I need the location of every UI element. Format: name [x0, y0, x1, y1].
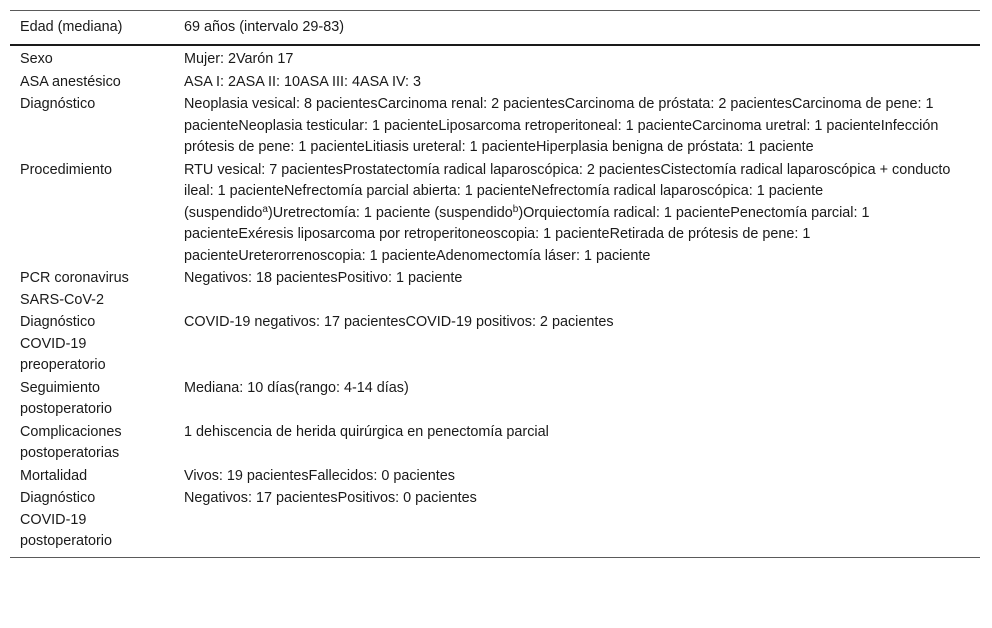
header-row — [10, 11, 980, 46]
row-value-procedimiento — [174, 159, 980, 268]
row-label-text: Diagnóstico COVID-19 preoperatorio — [20, 314, 106, 373]
row-label-seguimiento — [10, 377, 174, 421]
table-body — [10, 45, 980, 557]
procedimiento-text-1: RTU vesical: 7 pacientesProstatectomía radical laparoscópica: 2 pacientesCistectomía radical laparoscópica + conducto ileal: 1 pacienteNefrectomía parcial abierta: 1 pacienteNefrectomía radical laparoscópica: 1 paciente (suspendido — [184, 161, 951, 221]
row-value-pcr: Negativos: 18 pacientesPositivo: 1 paciente — [184, 270, 463, 286]
table-row — [10, 93, 980, 159]
footnote-b-marker: b — [512, 203, 519, 215]
row-label-text: Sexo — [20, 51, 53, 67]
row-value-covid-preop: COVID-19 negativos: 17 pacientesCOVID-19 positivos: 2 pacientes — [184, 314, 614, 330]
table-row — [10, 45, 980, 71]
row-label-mortalidad — [10, 465, 174, 488]
row-value-asa: ASA I: 2ASA II: 10ASA III: 4ASA IV: 3 — [184, 73, 422, 90]
row-label-text: Diagnóstico COVID-19 postoperatorio — [20, 490, 113, 549]
row-label-text: Mortalidad — [20, 467, 88, 484]
table-row — [10, 487, 980, 557]
table-row — [10, 421, 980, 465]
row-label-complicaciones — [10, 421, 174, 465]
table-container — [10, 10, 980, 558]
row-label-text: Complicaciones postoperatorias — [20, 423, 122, 461]
footnote-a-marker: a — [262, 203, 268, 215]
row-label-diagnostico — [10, 93, 174, 159]
row-label-text: ASA anestésico — [20, 73, 121, 90]
row-label-text: PCR coronavirus SARS-CoV-2 — [20, 270, 129, 308]
table-row — [10, 159, 980, 268]
row-label-pcr — [10, 267, 174, 311]
header-value: 69 años (intervalo 29-83) — [184, 19, 344, 35]
row-value-sexo: Mujer: 2Varón 17 — [184, 51, 294, 67]
procedimiento-text-2: )Uretrectomía: 1 paciente (suspendido — [267, 204, 513, 221]
procedimiento-text-3: )Orquiectomía radical: 1 pacientePenectomía parcial: 1 pacienteExéresis liposarcoma por retroperitoneoscopia: 1 pacienteRetirada de prótesis de pene: 1 pacienteUreterorrenoscopia: 1 pacienteAdenomectomía láser: 1 paciente — [184, 204, 870, 264]
row-label-text: Procedimiento — [20, 161, 112, 178]
row-label-procedimiento — [10, 159, 174, 268]
row-value-mortalidad: Vivos: 19 pacientesFallecidos: 0 pacientes — [184, 467, 455, 484]
row-value-covid-postop: Negativos: 17 pacientesPositivos: 0 pacientes — [184, 490, 477, 506]
table-header — [10, 11, 980, 46]
table-row — [10, 267, 980, 311]
row-label-text: Diagnóstico — [20, 96, 96, 112]
row-label-covid-postop — [10, 487, 174, 557]
row-value-diagnostico: Neoplasia vesical: 8 pacientesCarcinoma renal: 2 pacientesCarcinoma de próstata: 2 pacientesCarcinoma de pene: 1 pacienteNeoplasia testicular: 1 pacienteLiposarcoma retroperitoneal: 1 pacienteCarcinoma uretral: 1 pacienteInfección prótesis de pene: 1 pacienteLitiasis ureteral: 1 pacienteHiperplasia benigna de próstata: 1 paciente — [184, 96, 939, 155]
table-row — [10, 71, 980, 94]
row-label-sexo — [10, 45, 174, 71]
table-row — [10, 311, 980, 377]
table-row — [10, 465, 980, 488]
patient-characteristics-table — [10, 10, 980, 558]
row-label-asa — [10, 71, 174, 94]
table-row — [10, 377, 980, 421]
row-value-seguimiento: Mediana: 10 días(rango: 4-14 días) — [184, 379, 409, 396]
header-label: Edad (mediana) — [20, 19, 123, 35]
row-label-text: Seguimiento postoperatorio — [20, 379, 113, 417]
row-label-covid-preop — [10, 311, 174, 377]
row-value-complicaciones: 1 dehiscencia de herida quirúrgica en penectomía parcial — [184, 423, 549, 440]
